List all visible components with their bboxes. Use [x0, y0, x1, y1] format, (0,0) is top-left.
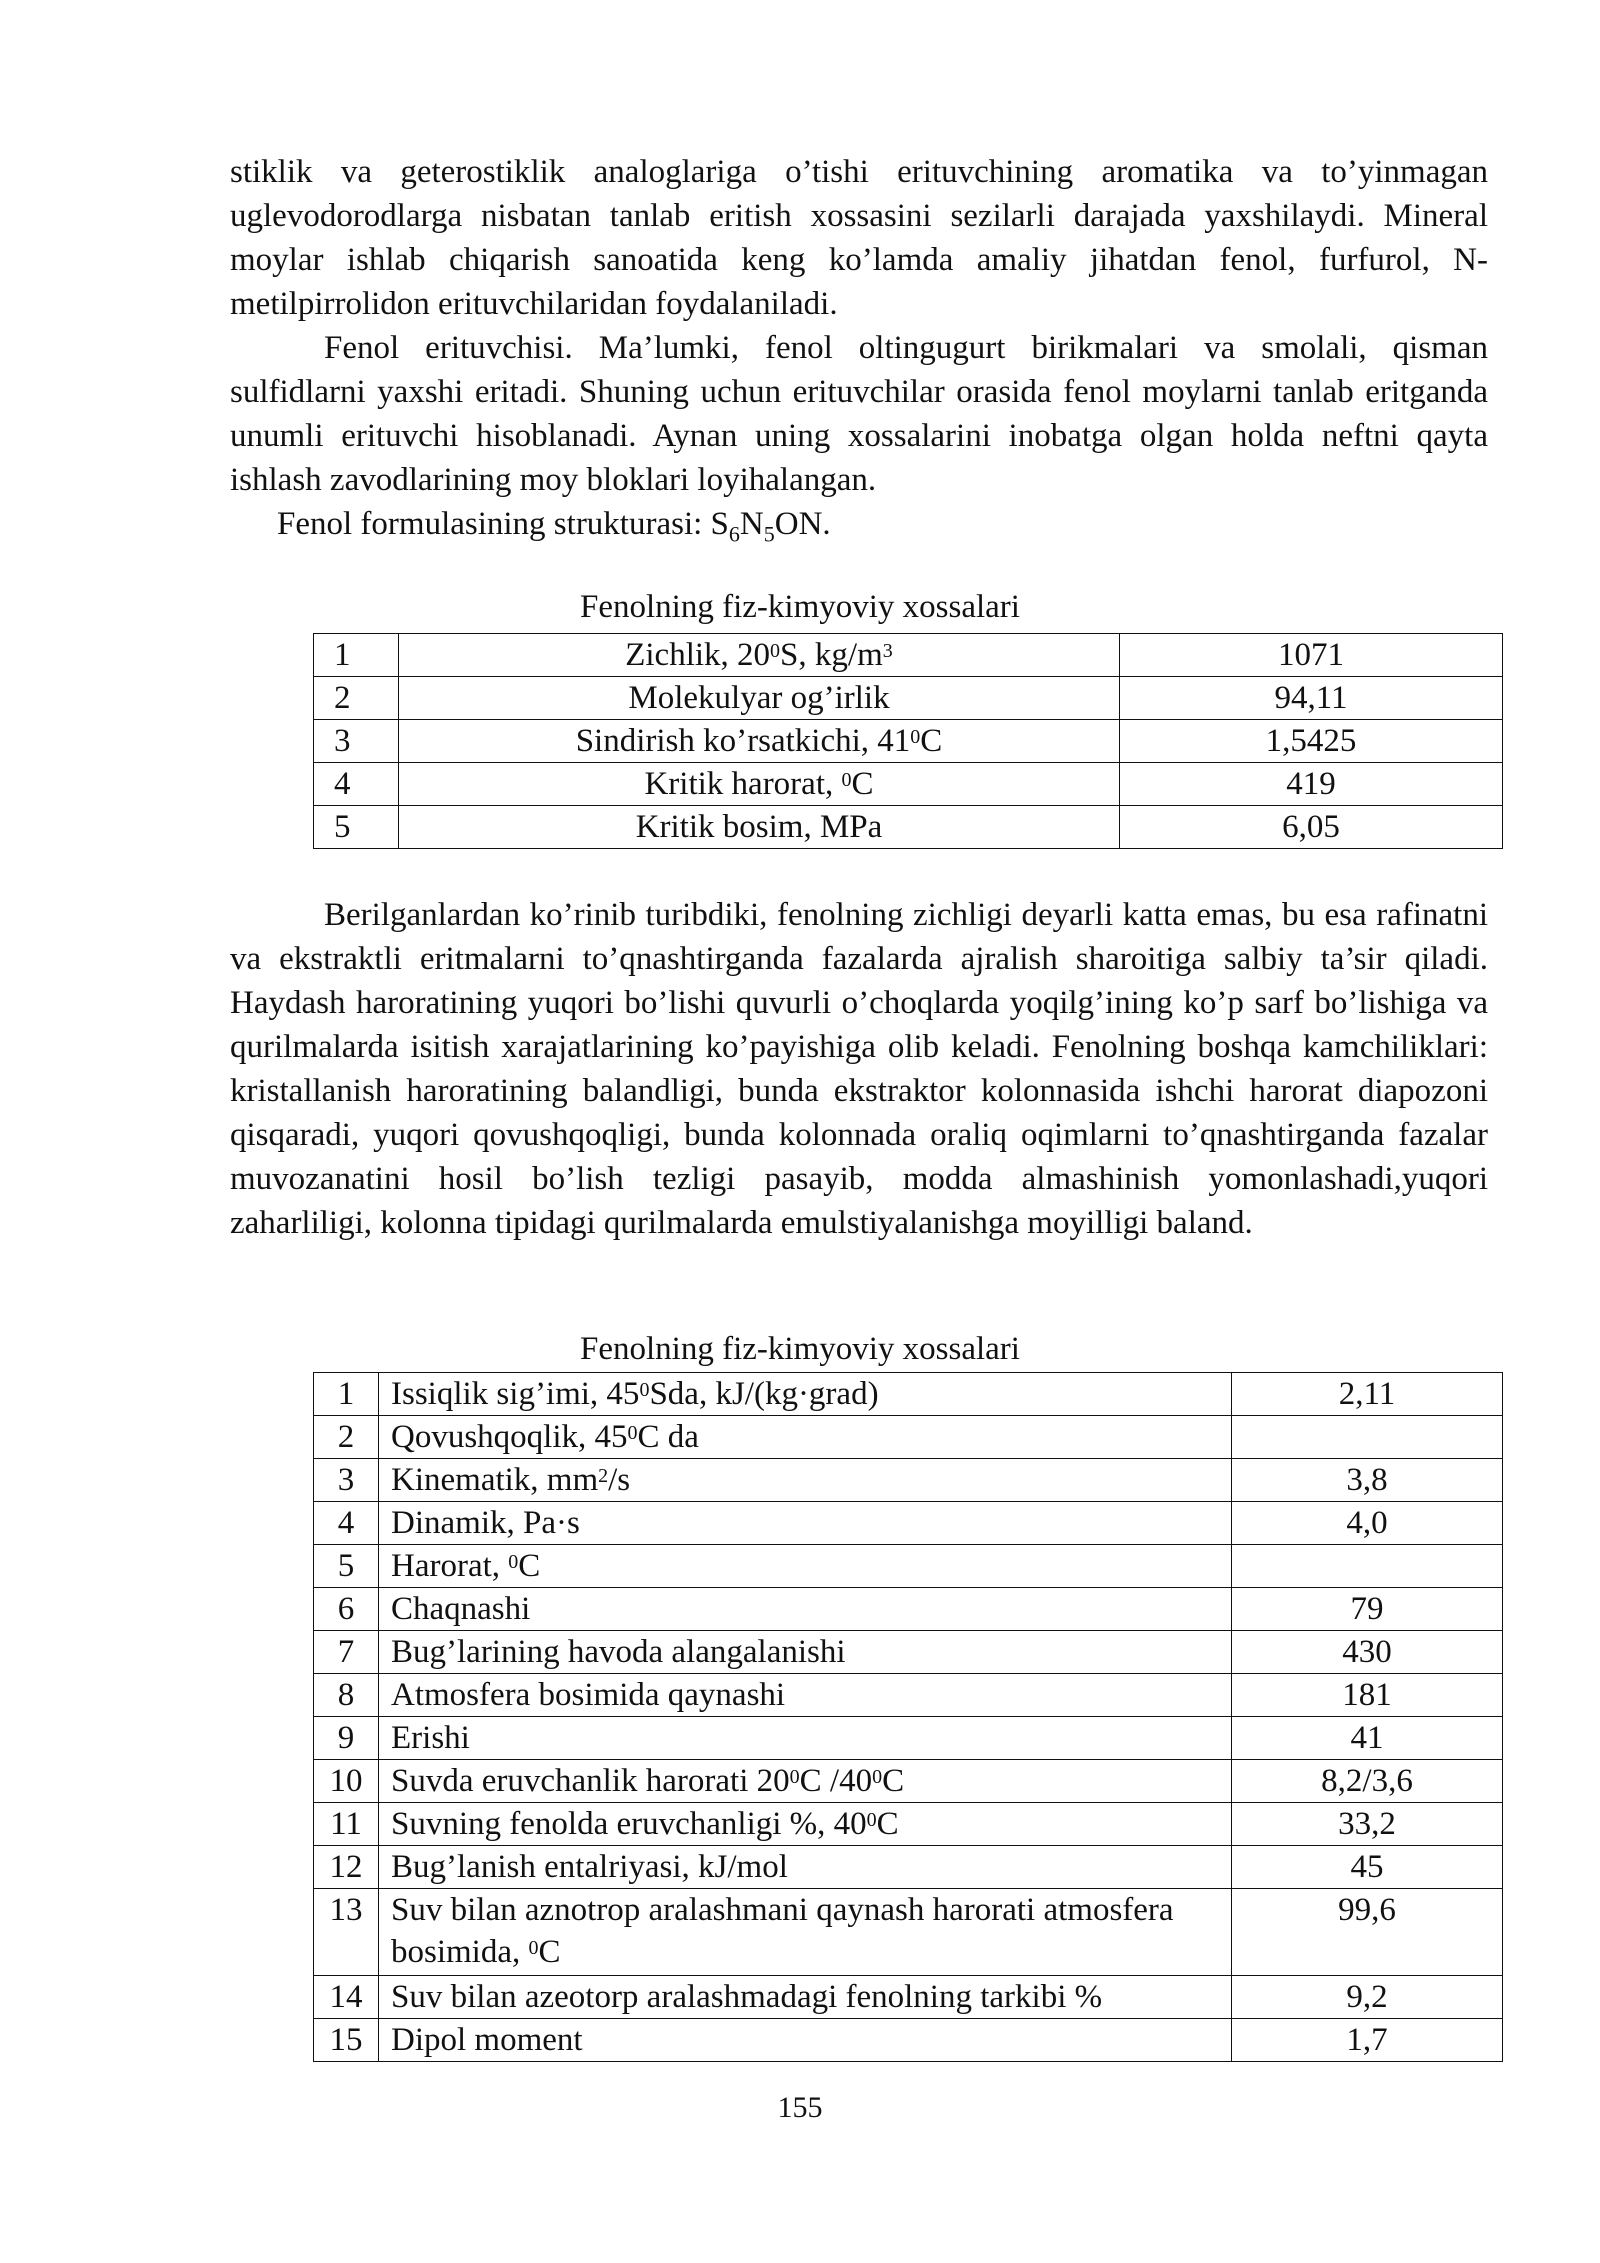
property-name — [379, 1889, 1232, 1976]
table-row — [314, 1889, 1503, 1976]
name-text: Sda, kJ/(kg·grad) — [649, 1376, 879, 1412]
formula-sub-1: 6 — [728, 521, 740, 547]
property-value: 4,0 — [1232, 1502, 1503, 1545]
property-value: 94,11 — [1120, 677, 1503, 720]
name-text: Molekulyar og’irlik — [628, 680, 890, 716]
name-text: C — [538, 1934, 561, 1970]
row-number: 2 — [314, 1416, 379, 1459]
property-value: 2,11 — [1232, 1373, 1503, 1416]
table-row — [314, 806, 1503, 849]
body-text-middle — [230, 893, 1488, 1245]
name-text: Kritik bosim, MPa — [635, 809, 883, 845]
paragraph-1: stiklik va geterostiklik analoglariga o’tishi erituvchining aromatika va to’yinmagan uglevodorodlarga nisbatan tanlab eritish xossasini sezilarli darajada yaxshilaydi. Mineral moylar ishlab chiqarish sanoatida keng ko’lamda amaliy jihatdan fenol, furfurol, N- metilpirrolidon erituvchilaridan foydalaniladi. — [230, 154, 1488, 322]
body-text-top — [230, 150, 1488, 557]
name-text: Kritik harorat, — [644, 766, 842, 802]
name-text: Bug’lanish entalriyasi, kJ/mol — [391, 1849, 788, 1885]
row-number: 10 — [314, 1760, 379, 1803]
table-row — [314, 1717, 1503, 1760]
name-text: C — [876, 1806, 899, 1842]
table-row — [314, 1803, 1503, 1846]
property-value: 3,8 — [1232, 1459, 1503, 1502]
table-row — [314, 763, 1503, 806]
row-number: 9 — [314, 1717, 379, 1760]
row-number: 14 — [314, 1976, 379, 2019]
name-text: Harorat, — [391, 1548, 509, 1584]
property-name — [399, 677, 1120, 720]
property-name — [379, 1760, 1232, 1803]
row-number: 1 — [314, 1373, 379, 1416]
table-row — [314, 1760, 1503, 1803]
name-text: C — [518, 1548, 541, 1584]
name-text: Suv bilan aznotrop aralashmani qaynash harorati atmosfera bosimida, — [391, 1892, 1174, 1970]
name-text: /s — [608, 1462, 631, 1498]
property-name — [379, 1459, 1232, 1502]
properties-table-1 — [313, 633, 1503, 849]
row-number: 6 — [314, 1588, 379, 1631]
formula-sub-2: 5 — [763, 521, 775, 547]
table-row — [314, 1674, 1503, 1717]
superscript: 0 — [841, 769, 852, 791]
superscript: 0 — [770, 640, 781, 662]
name-text: Erishi — [391, 1720, 470, 1756]
table-row — [314, 1545, 1503, 1588]
name-text: S, kg/m — [780, 637, 883, 673]
property-name — [379, 1976, 1232, 2019]
formula-suffix: ON. — [774, 506, 831, 542]
property-value: 41 — [1232, 1717, 1503, 1760]
superscript: 2 — [598, 1465, 609, 1487]
row-number: 5 — [314, 806, 399, 849]
name-text: Sindirish ko’rsatkichi, 41 — [575, 723, 911, 759]
property-value: 1,7 — [1232, 2019, 1503, 2062]
row-number: 15 — [314, 2019, 379, 2062]
property-name — [399, 806, 1120, 849]
table-row — [314, 677, 1503, 720]
name-text: Atmosfera bosimida qaynashi — [391, 1677, 786, 1713]
name-text: C — [920, 723, 943, 759]
property-value: 8,2/3,6 — [1232, 1760, 1503, 1803]
table-row — [314, 1588, 1503, 1631]
name-text: Qovushqoqlik, 45 — [391, 1419, 628, 1455]
table-row — [314, 1459, 1503, 1502]
table-2-caption: Fenolning fiz-kimyoviy xossalari — [580, 1331, 1020, 1367]
property-name — [379, 1588, 1232, 1631]
row-number: 11 — [314, 1803, 379, 1846]
row-number: 4 — [314, 763, 399, 806]
row-number: 3 — [314, 1459, 379, 1502]
row-number: 13 — [314, 1889, 379, 1976]
superscript: 0 — [627, 1422, 638, 1444]
property-value: 6,05 — [1120, 806, 1503, 849]
superscript: 0 — [866, 1809, 877, 1831]
property-value: 419 — [1120, 763, 1503, 806]
row-number: 2 — [314, 677, 399, 720]
name-text: C /40 — [799, 1763, 873, 1799]
properties-table-2 — [313, 1372, 1503, 2062]
row-number: 7 — [314, 1631, 379, 1674]
name-text: Dipol moment — [391, 2022, 583, 2058]
property-value: 99,6 — [1232, 1889, 1503, 1976]
property-value: 181 — [1232, 1674, 1503, 1717]
row-number: 3 — [314, 720, 399, 763]
table-row — [314, 1976, 1503, 2019]
superscript: 0 — [789, 1766, 800, 1788]
name-text: C da — [637, 1419, 699, 1455]
name-text: Chaqnashi — [391, 1591, 531, 1627]
superscript: 0 — [528, 1937, 539, 1959]
name-text: Suvning fenolda eruvchanligi %, 40 — [391, 1806, 867, 1842]
property-name — [379, 1717, 1232, 1760]
paragraph-3: Berilganlardan ko’rinib turibdiki, fenolning zichligi deyarli katta emas, bu esa rafinatni va ekstraktli eritmalarni to’qnashtirganda fazalarda ajralish sharoitiga salbiy ta’sir qiladi. Haydash haroratining yuqori bo’lishi quvurli o’choqlarda yoqilg’ining ko’p sarf bo’lishiga va qurilmalarda isitish xarajatlarining ko’payishiga olib keladi. Fenolning boshqa kamchiliklari: kristallanish haroratining balandligi, bunda ekstraktor kolonnasida ishchi harorat diapozoni qisqaradi, yuqori qovushqoqligi, bunda kolonnada oraliq oqimlarni to’qnashtirganda fazalar muvozanatini hosil bo’lish tezligi pasayib, modda almashinish yomonlashadi,yuqori zaharliligi, kolonna tipidagi qurilmalarda emulstiyalanishga moyilligi baland. — [230, 897, 1488, 1241]
row-number: 12 — [314, 1846, 379, 1889]
property-value: 1,5425 — [1120, 720, 1503, 763]
page-number: 155 — [777, 2091, 823, 2124]
superscript: 0 — [872, 1766, 883, 1788]
name-text: C — [882, 1763, 905, 1799]
property-value: 33,2 — [1232, 1803, 1503, 1846]
table-row — [314, 1846, 1503, 1889]
superscript: 0 — [508, 1551, 519, 1573]
table-row — [314, 1502, 1503, 1545]
property-name — [399, 720, 1120, 763]
name-text: Bug’larining havoda alangalanishi — [391, 1634, 846, 1670]
name-text: C — [851, 766, 874, 802]
property-value: 430 — [1232, 1631, 1503, 1674]
property-name — [379, 1373, 1232, 1416]
table-row — [314, 2019, 1503, 2062]
property-value: 79 — [1232, 1588, 1503, 1631]
name-text: Suvda eruvchanlik harorati 20 — [391, 1763, 790, 1799]
name-text: Issiqlik sig’imi, 45 — [391, 1376, 640, 1412]
name-text: Zichlik, 20 — [625, 637, 771, 673]
name-text: Kinematik, mm — [391, 1462, 599, 1498]
row-number: 8 — [314, 1674, 379, 1717]
property-name — [379, 1502, 1232, 1545]
superscript: 3 — [882, 640, 893, 662]
paragraph-2: Fenol erituvchisi. Ma’lumki, fenol oltingugurt birikmalari va smolali, qisman sulfidlarni yaxshi eritadi. Shuning uchun erituvchilar orasida fenol moylarni tanlab eritganda unumli erituvchi hisoblanadi. Aynan uning xossalarini inobatga olgan holda neftni qayta ishlash zavodlarining moy bloklari loyihalangan. — [230, 330, 1488, 498]
property-name — [379, 1416, 1232, 1459]
property-value: 9,2 — [1232, 1976, 1503, 2019]
table-row — [314, 1416, 1503, 1459]
row-number: 1 — [314, 634, 399, 677]
property-value: 45 — [1232, 1846, 1503, 1889]
formula-mid: N — [739, 506, 764, 542]
property-name — [379, 1545, 1232, 1588]
superscript: 0 — [639, 1379, 650, 1401]
table-row — [314, 1631, 1503, 1674]
property-name — [399, 763, 1120, 806]
table-row — [314, 1373, 1503, 1416]
name-text: Suv bilan azeotorp aralashmadagi fenolning tarkibi % — [391, 1979, 1103, 2015]
name-text: Dinamik, Pa·s — [391, 1505, 580, 1541]
property-value: 1071 — [1120, 634, 1503, 677]
property-name — [379, 1674, 1232, 1717]
row-number: 4 — [314, 1502, 379, 1545]
property-name — [379, 2019, 1232, 2062]
formula-prefix: Fenol formulasining strukturasi: S — [277, 506, 729, 542]
table-row — [314, 634, 1503, 677]
superscript: 0 — [910, 726, 921, 748]
table-1-caption: Fenolning fiz-kimyoviy xossalari — [580, 589, 1020, 625]
property-name — [379, 1803, 1232, 1846]
property-value — [1232, 1545, 1503, 1588]
property-name — [379, 1631, 1232, 1674]
property-value — [1232, 1416, 1503, 1459]
table-row — [314, 720, 1503, 763]
formula-line — [230, 502, 1488, 557]
row-number: 5 — [314, 1545, 379, 1588]
property-name — [399, 634, 1120, 677]
property-name — [379, 1846, 1232, 1889]
